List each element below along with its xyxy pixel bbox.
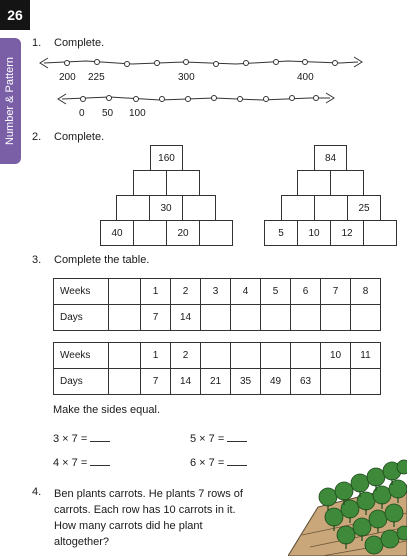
- table-cell: 2: [171, 343, 201, 369]
- table-cell: [321, 369, 351, 395]
- pyramid-cell: 25: [347, 195, 381, 221]
- number-line-1: [40, 57, 362, 83]
- table-cell: [201, 305, 231, 331]
- equation: [190, 456, 247, 469]
- equation-text: 4 × 7 =: [53, 457, 88, 469]
- equation-text: 6 × 7 =: [190, 457, 225, 469]
- line1-label: 300: [178, 72, 195, 83]
- table-cell: 14: [171, 305, 201, 331]
- table-cell: [321, 305, 351, 331]
- table-cell: [109, 305, 141, 331]
- table-cell: [261, 343, 291, 369]
- table-cell: 63: [291, 369, 321, 395]
- question-line: How many carrots did he plant: [54, 520, 203, 532]
- equation-text: 3 × 7 =: [53, 433, 88, 445]
- question-3: [32, 254, 392, 269]
- table-cell: 4: [231, 279, 261, 305]
- pyramid-cell: [133, 170, 167, 196]
- question-instruction: Complete.: [54, 37, 105, 49]
- table-cell: [351, 305, 381, 331]
- answer-blank: [227, 432, 247, 442]
- line2-label: 100: [129, 108, 146, 119]
- table-cell: [201, 343, 231, 369]
- sides-instruction: Make the sides equal.: [53, 404, 161, 416]
- line2-label: 0: [79, 108, 85, 119]
- table-cell: 10: [321, 343, 351, 369]
- pyramid-cell: [297, 170, 331, 196]
- table-cell: Weeks: [54, 343, 109, 369]
- question-2: [32, 131, 392, 146]
- table-cell: Days: [54, 305, 109, 331]
- page-number: 26: [0, 0, 30, 30]
- number-line-2: [58, 93, 334, 119]
- pyramid-cell: [330, 170, 364, 196]
- question-text: [54, 486, 243, 550]
- table-cell: 14: [171, 369, 201, 395]
- pyramid-cell: 30: [149, 195, 183, 221]
- answer-blank: [90, 432, 110, 442]
- table-cell: [231, 305, 261, 331]
- question-4: [32, 486, 262, 552]
- table-cell: Days: [54, 369, 109, 395]
- question-instruction: Complete the table.: [54, 254, 150, 266]
- pyramid-cell: 5: [264, 220, 298, 246]
- question-number: 2.: [32, 131, 42, 143]
- table-cell: [109, 279, 141, 305]
- table-cell: [291, 305, 321, 331]
- equation: [190, 432, 247, 445]
- pyramid-cell: [314, 195, 348, 221]
- table-cell: 3: [201, 279, 231, 305]
- pyramid-cell: 12: [330, 220, 364, 246]
- question-number: 4.: [32, 486, 42, 498]
- number-lines: [0, 0, 407, 130]
- equation: [53, 456, 110, 469]
- table-cell: 7: [141, 305, 171, 331]
- table-cell: [261, 305, 291, 331]
- question-number: 3.: [32, 254, 42, 266]
- table-row: [54, 369, 381, 395]
- question-line: Ben plants carrots. He plants 7 rows of: [54, 488, 243, 500]
- pyramid-cell: [281, 195, 315, 221]
- weeks-days-table-2: [53, 342, 381, 395]
- pyramid-cell: [133, 220, 167, 246]
- line1-label: 400: [297, 72, 314, 83]
- pyramid-cell: 160: [150, 145, 183, 171]
- table-row: [54, 305, 381, 331]
- line2-label: 50: [102, 108, 114, 119]
- table-cell: [351, 369, 381, 395]
- table-cell: 1: [141, 279, 171, 305]
- answer-blank: [227, 456, 247, 466]
- pyramid-cell: 20: [166, 220, 200, 246]
- question-number: 1.: [32, 37, 42, 49]
- table-cell: 8: [351, 279, 381, 305]
- pyramid-cell: [363, 220, 397, 246]
- question-line: carrots. Each row has 10 carrots in it.: [54, 504, 236, 516]
- pyramid-cell: [182, 195, 216, 221]
- table-cell: 49: [261, 369, 291, 395]
- table-row: [54, 343, 381, 369]
- table-cell: [231, 343, 261, 369]
- question-instruction: Complete.: [54, 131, 105, 143]
- table-cell: 1: [141, 343, 171, 369]
- pyramid-cell: [116, 195, 150, 221]
- table-cell: 5: [261, 279, 291, 305]
- pyramid-cell: 10: [297, 220, 331, 246]
- answer-blank: [90, 456, 110, 466]
- table-cell: [109, 343, 141, 369]
- carrot-field-illustration: [288, 455, 407, 556]
- pyramid-cell: 84: [314, 145, 347, 171]
- question-line: altogether?: [54, 536, 110, 548]
- table-cell: 7: [141, 369, 171, 395]
- section-tab-label: Number & Pattern: [4, 56, 17, 146]
- table-cell: 11: [351, 343, 381, 369]
- pyramid-cell: 40: [100, 220, 134, 246]
- line1-label: 200: [59, 72, 76, 83]
- equation: [53, 432, 110, 445]
- table-cell: 35: [231, 369, 261, 395]
- equation-text: 5 × 7 =: [190, 433, 225, 445]
- table-cell: 7: [321, 279, 351, 305]
- pyramid-cell: [199, 220, 233, 246]
- pyramid-cell: [166, 170, 200, 196]
- weeks-days-table-1: [53, 278, 381, 331]
- line1-label: 225: [88, 72, 105, 83]
- table-cell: 2: [171, 279, 201, 305]
- table-cell: [291, 343, 321, 369]
- table-cell: [109, 369, 141, 395]
- table-cell: 6: [291, 279, 321, 305]
- table-cell: 21: [201, 369, 231, 395]
- table-cell: Weeks: [54, 279, 109, 305]
- table-row: [54, 279, 381, 305]
